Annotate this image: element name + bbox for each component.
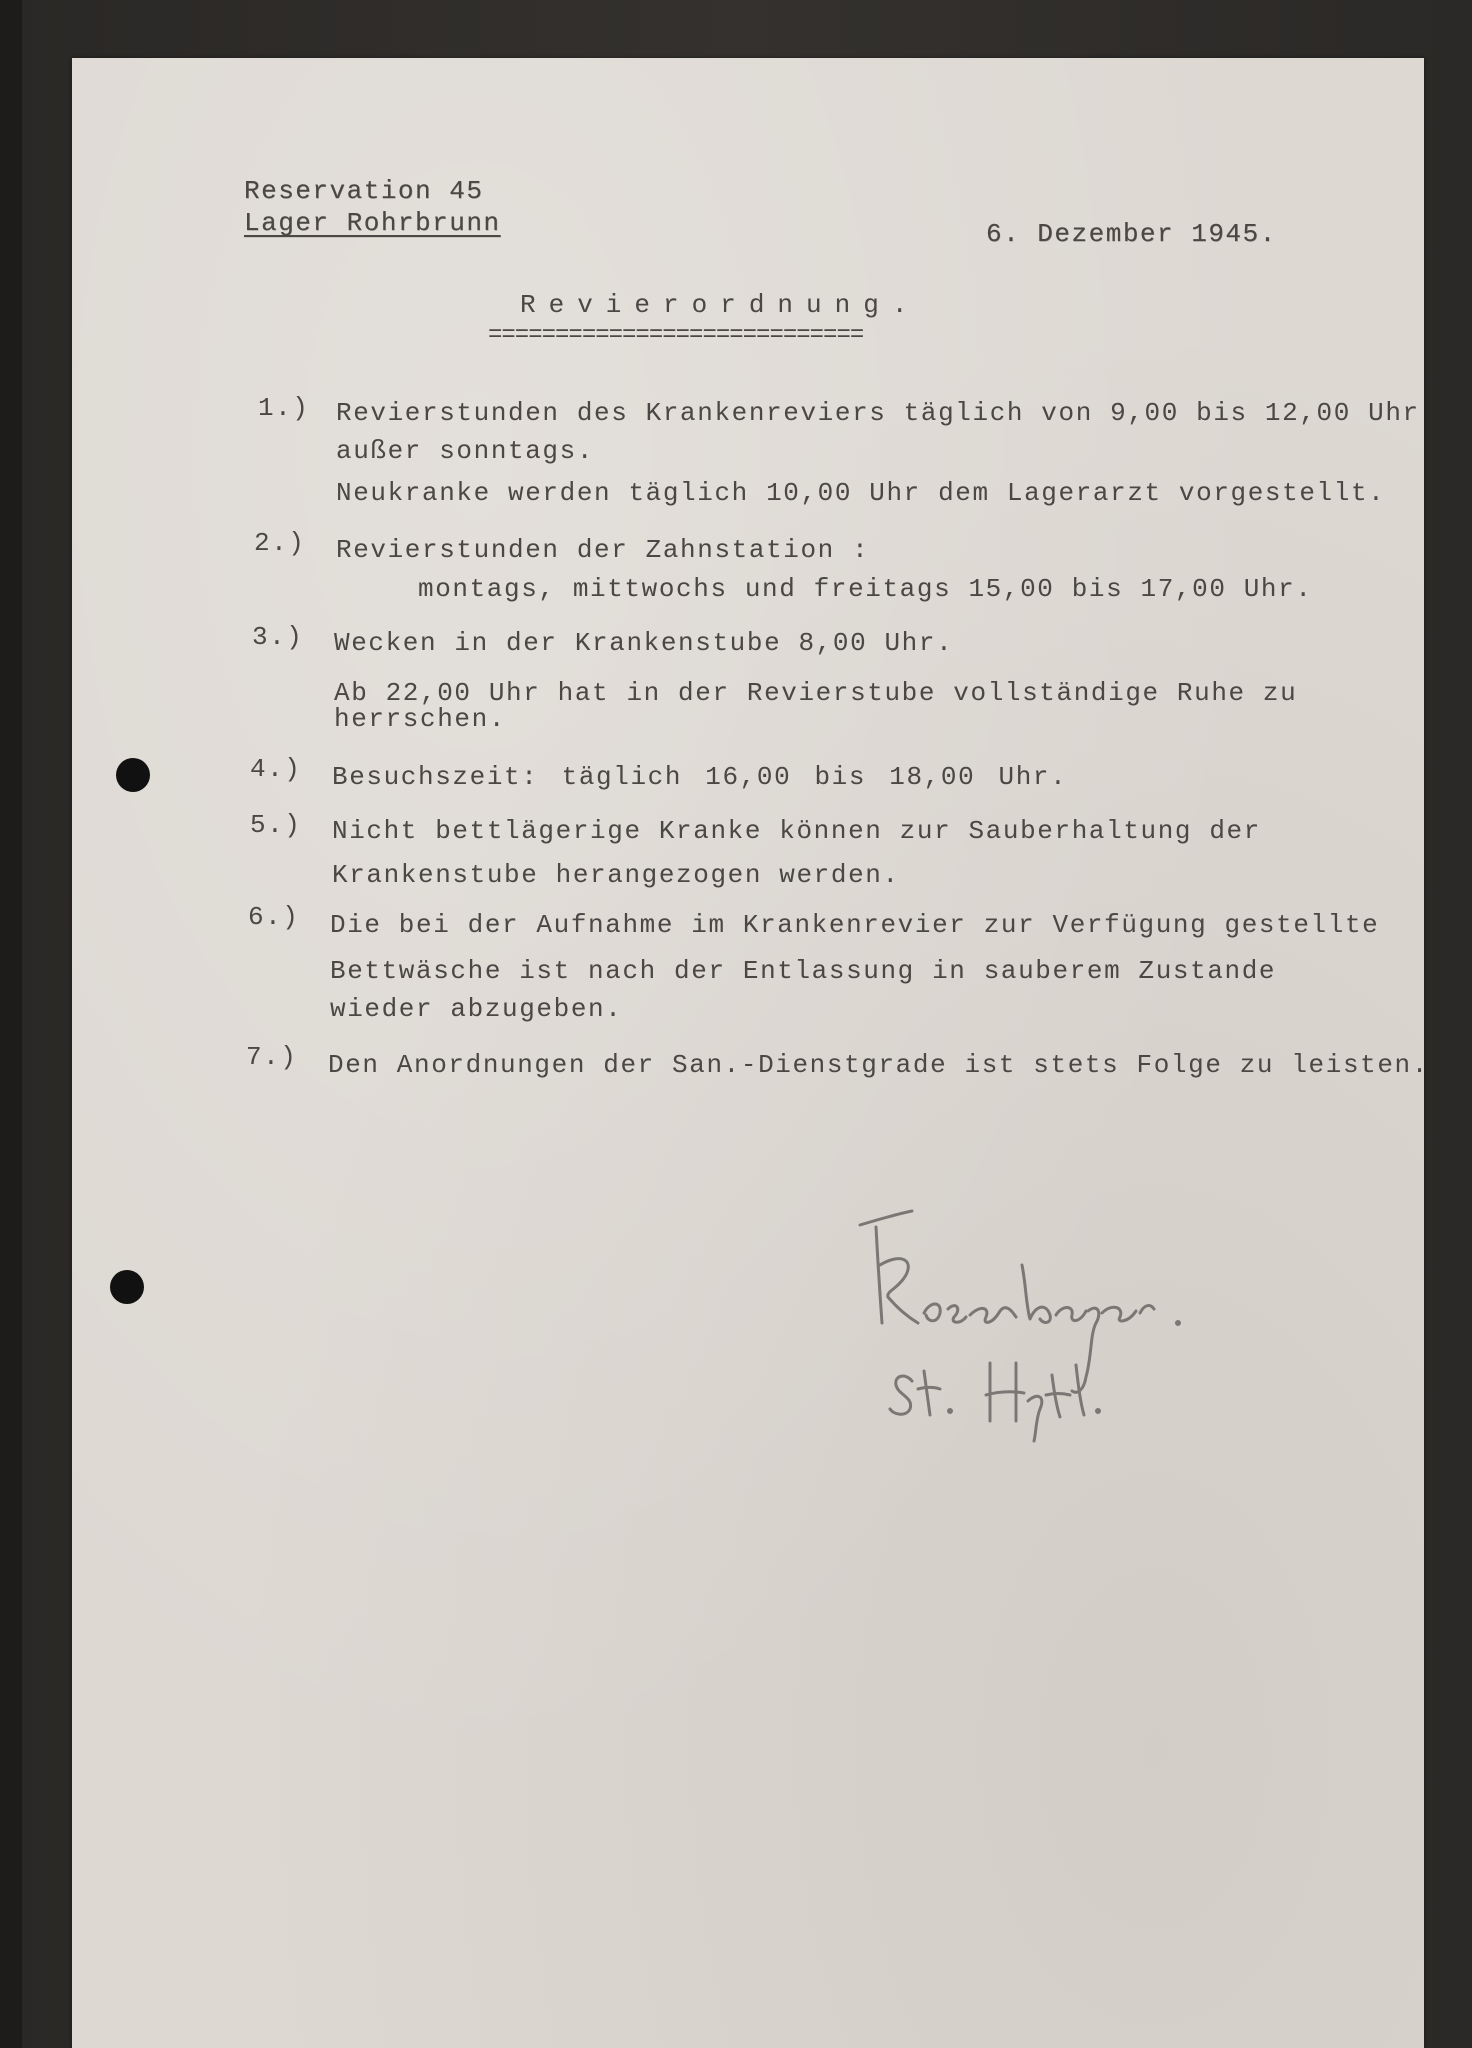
punch-hole [110, 1270, 144, 1304]
item-line: Die bei der Aufnahme im Krankenrevier zur Verfügung gestellte [330, 910, 1380, 940]
item-number: 3.) [252, 622, 304, 652]
item-line: Wecken in der Krankenstube 8,00 Uhr. [334, 628, 954, 658]
item-line: Nicht bettlägerige Kranke können zur Sauberhaltung der [332, 816, 1261, 846]
item-line: montags, mittwochs und freitags 15,00 bis 17,00 Uhr. [418, 574, 1313, 604]
title-underline: ============================ [488, 322, 864, 349]
item-line: Revierstunden der Zahnstation : [336, 535, 870, 565]
punch-hole [116, 758, 150, 792]
item-number: 6.) [248, 902, 300, 932]
handwritten-signature [840, 1205, 1300, 1445]
item-line: außer sonntags. [336, 436, 595, 466]
org-line: Reservation 45 [244, 176, 484, 206]
item-line: Neukranke werden täglich 10,00 Uhr dem Lagerarzt vorgestellt. [336, 478, 1386, 508]
item-line: Bettwäsche ist nach der Entlassung in sauberem Zustande [330, 956, 1277, 986]
item-number: 7.) [246, 1042, 298, 1072]
document-date: 6. Dezember 1945. [986, 219, 1277, 249]
item-line: Krankenstube herangezogen werden. [332, 860, 900, 890]
item-line: Revierstunden des Krankenreviers täglich von 9,00 bis 12,00 Uhr [336, 398, 1420, 428]
item-line: herrschen. [334, 704, 507, 734]
item-number: 4.) [250, 754, 302, 784]
item-line: Besuchszeit: täglich 16,00 bis 18,00 Uhr. [332, 762, 1068, 792]
item-line: wieder abzugeben. [330, 994, 623, 1024]
camp-line: Lager Rohrbrunn [244, 208, 501, 238]
document-title: Revierordnung. [520, 290, 921, 320]
item-number: 2.) [254, 528, 306, 558]
item-number: 5.) [250, 810, 302, 840]
binding-edge [0, 0, 22, 2048]
item-line: Ab 22,00 Uhr hat in der Revierstube vollständige Ruhe zu [334, 678, 1298, 708]
item-line: Den Anordnungen der San.-Dienstgrade ist stets Folge zu leisten. [328, 1050, 1429, 1080]
item-number: 1.) [258, 393, 310, 423]
